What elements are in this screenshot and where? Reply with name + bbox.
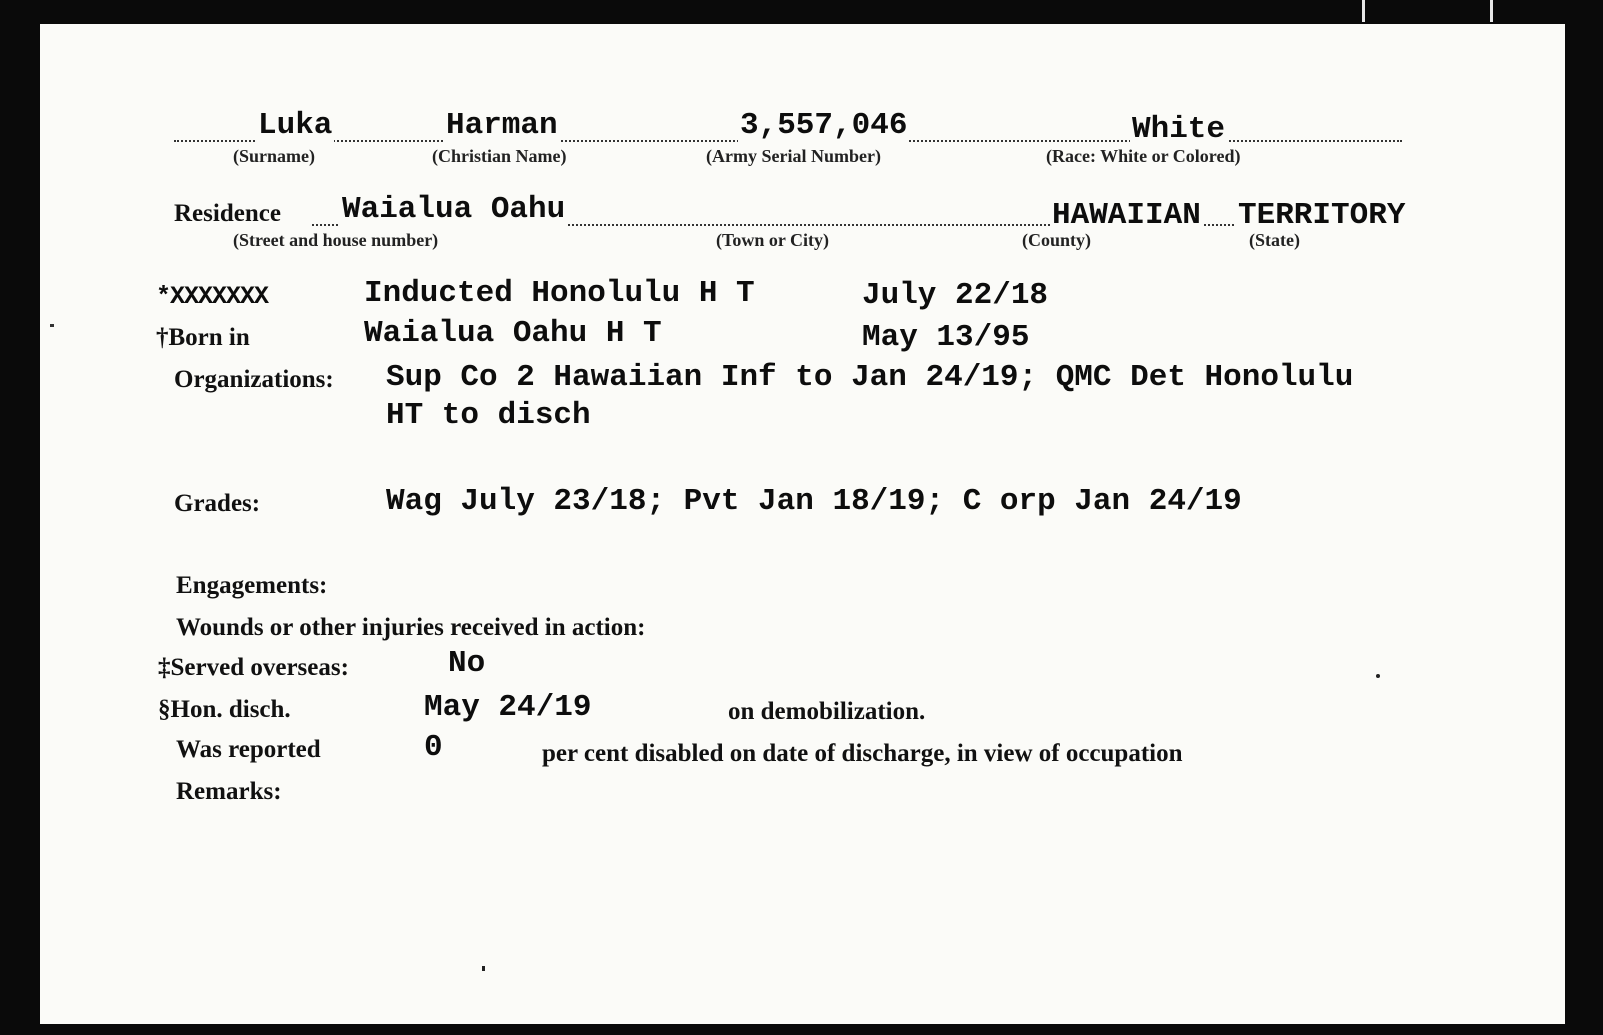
christian-name-value: Harman [446, 108, 558, 143]
wounds-label: Wounds or other injuries received in action: [176, 614, 646, 641]
surname-value: Luka [258, 108, 333, 143]
film-edge-mark [1362, 0, 1365, 22]
discharge-date-value: May 24/19 [424, 690, 592, 725]
born-place-value: Waialua Oahu H T [364, 316, 662, 351]
county-caption: (County) [1022, 230, 1092, 250]
race-value: White [1132, 112, 1226, 147]
organizations-label: Organizations: [174, 366, 334, 393]
organizations-line-2: HT to disch [386, 398, 591, 433]
organizations-line-1: Sup Co 2 Hawaiian Inf to Jan 24/19; QMC Det Honolulu [386, 360, 1354, 395]
born-date-value: May 13/95 [862, 320, 1030, 355]
enlisted-label-struck: *XXXXXXX [156, 282, 269, 311]
speck-mark [482, 966, 485, 971]
grades-label: Grades: [174, 490, 261, 517]
serial-number-value: 3,557,046 [740, 108, 908, 143]
born-label: †Born in [156, 324, 250, 351]
served-overseas-value: No [448, 646, 486, 681]
enlisted-date-value: July 22/18 [862, 278, 1049, 313]
disability-description: per cent disabled on date of discharge, in view of occupation [542, 740, 1183, 767]
christian-name-caption: (Christian Name) [432, 146, 567, 166]
enlisted-place-value: Inducted Honolulu H T [364, 276, 755, 311]
remarks-label: Remarks: [176, 778, 282, 805]
was-reported-label: Was reported [176, 736, 321, 763]
town-caption: (Town or City) [716, 230, 830, 250]
serial-number-caption: (Army Serial Number) [706, 146, 881, 166]
served-overseas-label: ‡Served overseas: [158, 654, 349, 681]
surname-caption: (Surname) [233, 146, 315, 166]
discharge-reason: on demobilization. [728, 698, 926, 725]
film-edge-mark [1490, 0, 1493, 22]
speck-mark [1376, 674, 1380, 678]
street-caption: (Street and house number) [233, 230, 439, 250]
race-caption: (Race: White or Colored) [1046, 146, 1241, 166]
disability-percent-value: 0 [424, 730, 443, 765]
residence-county-value: HAWAIIAN [1052, 198, 1201, 233]
state-caption: (State) [1249, 230, 1300, 250]
residence-street-value: Waialua Oahu [342, 192, 566, 227]
service-record-card [40, 24, 1565, 1024]
residence-state-value: TERRITORY [1238, 198, 1406, 233]
grades-value: Wag July 23/18; Pvt Jan 18/19; C orp Jan 24/19 [386, 484, 1242, 519]
speck-mark [50, 324, 54, 327]
residence-label: Residence [174, 200, 281, 227]
engagements-label: Engagements: [176, 572, 328, 599]
honorable-discharge-label: §Hon. disch. [158, 696, 291, 723]
